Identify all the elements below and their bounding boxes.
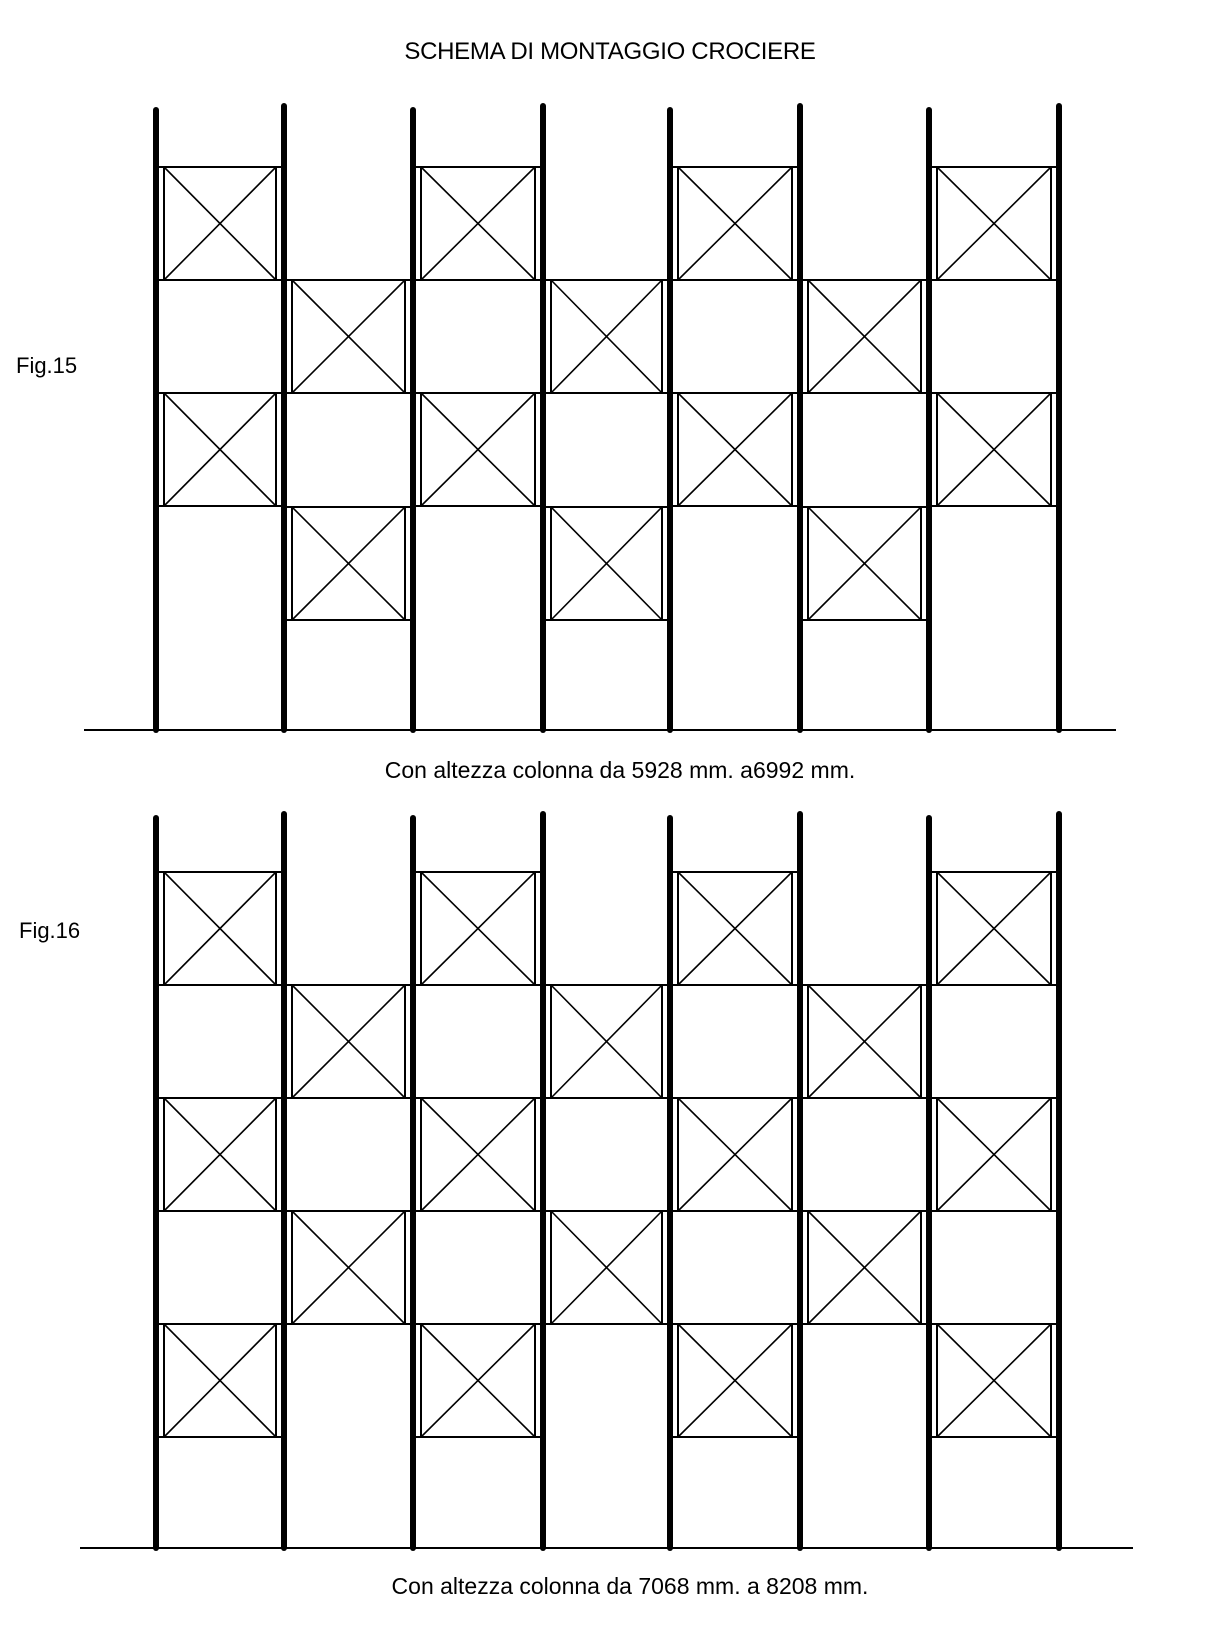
fig15-label: Fig.15 bbox=[16, 353, 78, 378]
fig16-label: Fig.16 bbox=[19, 918, 81, 943]
fig16-drawing bbox=[80, 814, 1133, 1548]
fig16-caption: Con altezza colonna da 7068 mm. a 8208 mm. bbox=[391, 1573, 869, 1599]
fig15-caption: Con altezza colonna da 5928 mm. a6992 mm. bbox=[384, 757, 856, 783]
fig15-drawing bbox=[84, 106, 1116, 730]
diagram-title: SCHEMA DI MONTAGGIO CROCIERE bbox=[404, 38, 816, 65]
